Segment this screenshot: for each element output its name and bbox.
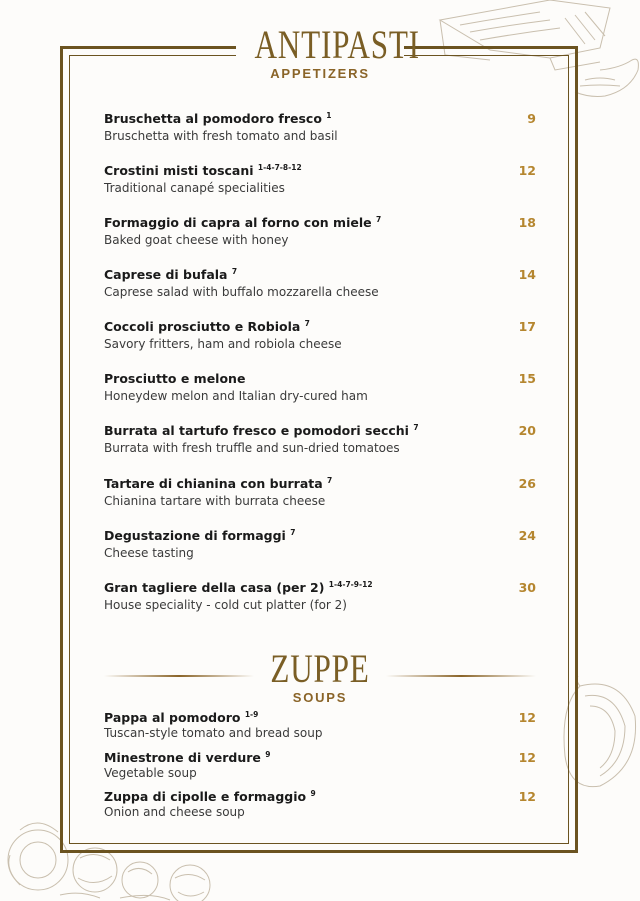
item-price: 30 (518, 580, 536, 595)
allergen-codes: 1-4-7-9-12 (328, 580, 373, 589)
menu-item (104, 215, 536, 247)
menu-item (104, 319, 536, 351)
allergen-codes: 7 (375, 215, 382, 224)
item-name: Coccoli prosciutto e Robiola (104, 319, 301, 334)
allergen-codes: 7 (231, 267, 238, 276)
item-name: Bruschetta al pomodoro fresco (104, 111, 322, 126)
allergen-codes: 1-9 (244, 710, 259, 719)
divider-right (386, 675, 536, 677)
allergen-codes: 9 (310, 789, 316, 798)
menu-item (104, 789, 536, 819)
menu-item (104, 267, 536, 299)
item-description: Onion and cheese soup (104, 805, 245, 819)
menu-item (104, 580, 536, 612)
menu-item (104, 111, 536, 143)
item-description: Baked goat cheese with honey (104, 233, 289, 247)
item-name: Formaggio di capra al forno con miele (104, 215, 372, 230)
item-price: 26 (518, 476, 536, 491)
allergen-codes: 1 (326, 111, 332, 120)
item-description: Burrata with fresh truffle and sun-dried tomatoes (104, 441, 400, 455)
item-description: House speciality - cold cut platter (for 2) (104, 598, 347, 612)
item-price: 15 (518, 371, 536, 386)
item-price: 20 (518, 423, 536, 438)
allergen-codes: 7 (413, 423, 419, 432)
item-description: Traditional canapé specialities (104, 181, 285, 195)
section-title: ZUPPE (270, 646, 370, 691)
item-price: 12 (518, 789, 536, 804)
item-price: 12 (518, 710, 536, 725)
allergen-codes: 1-4-7-8-12 (257, 163, 302, 172)
menu-item (104, 476, 536, 508)
item-name: Tartare di chianina con burrata (104, 476, 323, 491)
item-name: Pappa al pomodoro (104, 710, 241, 725)
item-price: 17 (518, 319, 536, 334)
menu-item (104, 528, 536, 560)
item-price: 18 (518, 215, 536, 230)
item-description: Savory fritters, ham and robiola cheese (104, 337, 342, 351)
item-description: Cheese tasting (104, 546, 194, 560)
antipasti-heading (236, 22, 420, 92)
item-name: Zuppa di cipolle e formaggio (104, 789, 307, 804)
allergen-codes: 9 (265, 750, 271, 759)
item-name: Prosciutto e melone (104, 371, 246, 386)
allergen-codes: 7 (327, 476, 333, 485)
section-subtitle: APPETIZERS (270, 66, 370, 81)
item-description: Chianina tartare with burrata cheese (104, 494, 326, 508)
menu-item (104, 163, 536, 195)
item-description: Caprese salad with buffalo mozzarella cheese (104, 285, 379, 299)
item-description: Vegetable soup (104, 766, 197, 780)
item-name: Caprese di bufala (104, 267, 228, 282)
menu-item (104, 423, 536, 455)
item-description: Bruschetta with fresh tomato and basil (104, 129, 338, 143)
menu-item (104, 371, 536, 403)
item-price: 12 (518, 163, 536, 178)
section-title: ANTIPASTI (254, 22, 420, 67)
item-name: Burrata al tartufo fresco e pomodori secchi (104, 423, 409, 438)
menu-item (104, 750, 536, 780)
item-price: 14 (518, 267, 536, 282)
item-price: 9 (527, 111, 536, 126)
allergen-codes: 7 (304, 319, 310, 328)
item-name: Minestrone di verdure (104, 750, 261, 765)
item-description: Honeydew melon and Italian dry-cured ham (104, 389, 368, 403)
item-price: 24 (518, 528, 536, 543)
allergen-codes: 7 (290, 528, 296, 537)
item-name: Gran tagliere della casa (per 2) (104, 580, 325, 595)
item-name: Crostini misti toscani (104, 163, 254, 178)
item-name: Degustazione di formaggi (104, 528, 286, 543)
section-subtitle: SOUPS (292, 690, 348, 705)
item-price: 12 (518, 750, 536, 765)
menu-item (104, 710, 536, 740)
item-description: Tuscan-style tomato and bread soup (104, 726, 323, 740)
zuppe-heading (104, 646, 536, 710)
